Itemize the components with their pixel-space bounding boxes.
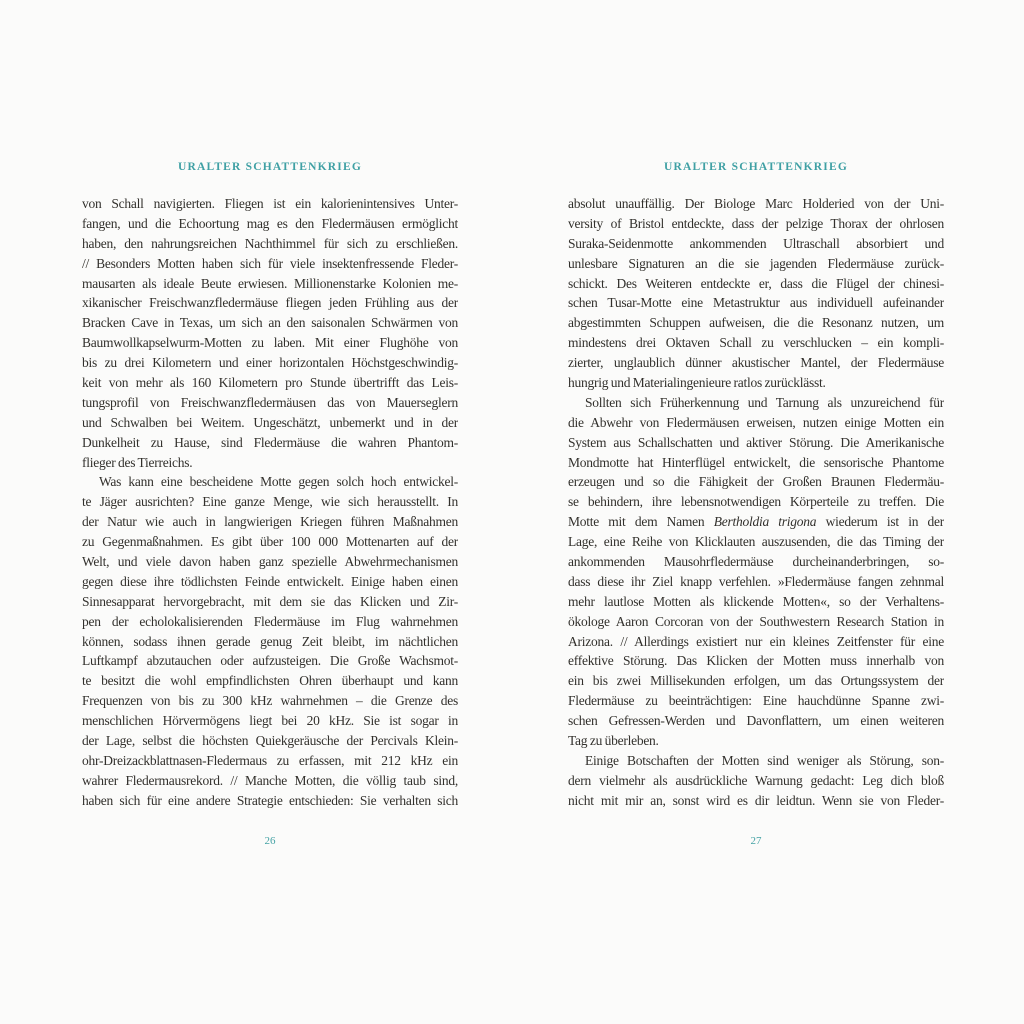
text-column-left — [82, 194, 458, 811]
text-segment: flieger des Tierreichs. — [82, 454, 193, 470]
text-line — [82, 612, 458, 632]
text-line — [82, 552, 458, 572]
text-segment: ökologe Aaron Corcoran von der Southwestern Research Station in — [568, 613, 944, 629]
text-line — [82, 274, 458, 294]
text-segment: Arizona. // Allerdings existiert nur ein kleines Zeitfenster für eine — [568, 633, 944, 649]
text-segment: die Abwehr von Fledermäusen erweisen, nutzen einige Motten ein — [568, 414, 944, 430]
text-line — [568, 254, 944, 274]
text-segment: Welt, und viele davon haben ganz spezielle Abwehrmechanismen — [82, 554, 458, 570]
text-segment: bis zu drei Kilometern und einer horizontalen Höchstgeschwindig- — [82, 355, 458, 371]
text-line — [82, 453, 458, 473]
text-line — [568, 572, 944, 592]
text-line — [568, 632, 944, 652]
text-line — [568, 651, 944, 671]
text-line — [82, 234, 458, 254]
text-segment: Einige Botschaften der Motten sind weniger als Störung, son- — [585, 752, 944, 768]
text-line — [82, 731, 458, 751]
text-segment: wahrer Fledermausrekord. // Manche Motten, die völlig taub sind, — [82, 772, 458, 788]
text-segment: wiederum ist in der — [816, 514, 944, 530]
text-segment: mindestens drei Oktaven Schall zu verschlucken – ein kompli- — [568, 335, 944, 351]
text-segment: effektive Störung. Das Klicken der Motten muss innerhalb von — [568, 653, 944, 669]
text-line — [568, 552, 944, 572]
text-line — [82, 592, 458, 612]
text-line — [82, 214, 458, 234]
text-line — [568, 214, 944, 234]
text-segment: ein bis zwei Millisekunden erfolgen, um das Ortungssystem der — [568, 673, 944, 689]
text-line — [568, 433, 944, 453]
text-line — [82, 791, 458, 811]
text-line — [568, 791, 944, 811]
text-line — [82, 373, 458, 393]
text-line — [568, 293, 944, 313]
text-segment: gegen diese ihre tödlichsten Feinde entwickelt. Einige haben einen — [82, 573, 458, 589]
text-line — [568, 711, 944, 731]
text-line — [82, 572, 458, 592]
text-line — [82, 691, 458, 711]
text-column-right — [568, 194, 944, 811]
text-segment: schen Tusar-Motte eine Metastruktur aus individuell aufeinander — [568, 295, 944, 311]
text-line — [568, 612, 944, 632]
text-line — [568, 731, 944, 751]
text-line — [82, 433, 458, 453]
text-segment: der Lage, selbst die höchsten Quiekgeräusche der Percivals Klein- — [82, 733, 458, 749]
text-segment: fangen, und die Echoortung mag es den Fledermäusen ermöglicht — [82, 215, 458, 231]
text-line — [568, 313, 944, 333]
text-line — [82, 293, 458, 313]
text-segment: der Natur wie auch in langwierigen Kriegen führen Maßnahmen — [82, 514, 458, 530]
text-segment: absolut unauffällig. Der Biologe Marc Holderied von der Uni- — [568, 196, 944, 211]
text-segment: erzeugen und so die Fähigkeit der Großen Braunen Fledermäu- — [568, 474, 944, 490]
text-segment: Frequenzen von bis zu 300 kHz wahrnehmen – die Grenze des — [82, 693, 458, 709]
text-segment: und Schwalben bei Weitem. Ungeschätzt, unbemerkt und in der — [82, 414, 458, 430]
text-segment: mausarten als ideale Beute erwiesen. Millionenstarke Kolonien me- — [82, 275, 458, 291]
text-segment: ankommenden Mausohrfledermäuse durcheinanderbringen, so- — [568, 554, 944, 570]
text-segment: xikanischer Freischwanzfledermäuse fliegen jeden Frühling aus der — [82, 295, 458, 311]
text-line — [82, 333, 458, 353]
text-segment: schickt. Des Weiteren entdeckte er, dass die Flügel der chinesi- — [568, 275, 944, 291]
text-segment: Motte mit dem Namen — [568, 514, 714, 530]
text-line — [568, 671, 944, 691]
text-line — [82, 532, 458, 552]
text-segment: se behindern, ihre lebensnotwendigen Körperteile zu treffen. Die — [568, 494, 944, 510]
text-segment: hungrig und Materialingenieure ratlos zurücklässt. — [568, 375, 826, 391]
text-line — [82, 393, 458, 413]
text-line — [82, 771, 458, 791]
text-segment: Sinnesapparat hervorgebracht, mit dem sie das Klicken und Zir- — [82, 593, 458, 609]
text-segment: Bracken Cave in Texas, um sich an den saisonalen Schwärmen von — [82, 315, 458, 331]
text-line — [568, 194, 944, 214]
text-segment: versity of Bristol entdeckte, dass der pelzige Thorax der ohrlosen — [568, 215, 944, 231]
text-segment: können, sodass ihnen gerade genug Zeit bleibt, im nächtlichen — [82, 633, 458, 649]
text-segment: pen der echolokalisierenden Fledermäuse im Flug wahrnehmen — [82, 613, 458, 629]
page-right — [568, 0, 944, 1024]
text-segment: Sollten sich Früherkennung und Tarnung als unzureichend für — [585, 394, 944, 410]
text-segment: unlesbare Signaturen an die sie jagenden Fledermäuse zurück- — [568, 255, 944, 271]
running-header-left: URALTER SCHATTENKRIEG — [177, 161, 362, 173]
text-line — [82, 254, 458, 274]
text-segment: te besitzt die wohl empfindlichsten Ohren überhaupt und kann — [82, 673, 458, 689]
text-line — [82, 651, 458, 671]
text-segment: zu Gegenmaßnahmen. Es gibt über 100 000 Mottenarten auf der — [82, 534, 458, 550]
text-line — [568, 274, 944, 294]
text-segment: abgestimmten Schuppen aufweisen, die die Resonanz nutzen, um — [568, 315, 944, 331]
text-segment: schen Gefressen-Werden und Davonflattern, um einen weiteren — [568, 713, 944, 729]
text-segment: dass diese ihr Ziel knapp verfehlen. »Fledermäuse fangen zehnmal — [568, 573, 944, 589]
text-line — [568, 413, 944, 433]
text-segment: menschlichen Hörvermögens liegt bei 20 kHz. Sie ist sogar in — [82, 713, 458, 729]
text-line — [568, 333, 944, 353]
text-line — [82, 472, 458, 492]
page-number-right: 27 — [750, 835, 762, 847]
text-line — [568, 691, 944, 711]
text-segment: Was kann eine bescheidene Motte gegen solch hoch entwickel- — [99, 474, 458, 490]
text-line — [82, 671, 458, 691]
text-line — [568, 512, 944, 532]
text-line — [568, 472, 944, 492]
text-segment: Lage, eine Reihe von Klicklauten auszusenden, die das Timing der — [568, 534, 944, 550]
text-segment: haben sich für eine andere Strategie entschieden: Sie verhalten sich — [82, 792, 458, 808]
text-segment: Mondmotte hat Hinterflügel entwickelt, die sensorische Phantome — [568, 454, 944, 470]
text-line — [568, 492, 944, 512]
text-line — [82, 711, 458, 731]
text-line — [568, 592, 944, 612]
text-line — [82, 512, 458, 532]
text-segment: tungsprofil von Freischwanzfledermäusen das von Mauerseglern — [82, 394, 458, 410]
text-segment: keit von mehr als 160 Kilometern pro Stunde übertrifft das Leis- — [82, 375, 458, 391]
text-segment: Dunkelheit zu Hause, sind Fledermäuse die wahren Phantom- — [82, 434, 458, 450]
text-segment: Luftkampf abzutauchen oder aufzusteigen. Die Große Wachsmot- — [82, 653, 458, 669]
text-line — [568, 532, 944, 552]
text-line — [82, 413, 458, 433]
text-segment: System aus Schallschatten und aktiver Störung. Die Amerikanische — [568, 434, 944, 450]
text-segment: dern vielmehr als ausdrückliche Warnung gedacht: Leg dich bloß — [568, 772, 944, 788]
text-segment: nicht mit mir an, sonst wird es dir leidtun. Wenn sie von Fleder- — [568, 792, 944, 808]
text-segment: von Schall navigierten. Fliegen ist ein kalorienintensives Unter- — [82, 196, 458, 211]
text-line — [568, 393, 944, 413]
text-line — [568, 771, 944, 791]
text-segment: Tag zu überleben. — [568, 733, 659, 749]
text-segment: // Besonders Motten haben sich für viele insektenfressende Fleder- — [82, 255, 458, 271]
text-line — [568, 373, 944, 393]
text-segment: te Jäger ausrichten? Eine ganze Menge, wie sich herausstellt. In — [82, 494, 458, 510]
text-segment: Fledermäuse zu beeinträchtigen: Eine hauchdünne Spanne zwi- — [568, 693, 944, 709]
text-line — [82, 632, 458, 652]
text-segment: Baumwollkapselwurm-Motten zu laben. Mit einer Flughöhe von — [82, 335, 458, 351]
text-line — [82, 492, 458, 512]
text-line — [568, 453, 944, 473]
text-segment: ohr-Dreizackblattnasen-Fledermaus zu erfassen, mit 212 kHz ein — [82, 752, 458, 768]
page-number-left: 26 — [264, 835, 276, 847]
text-line — [568, 234, 944, 254]
text-segment: haben, den nahrungsreichen Nachthimmel für sich zu erschließen. — [82, 235, 458, 251]
text-line — [568, 353, 944, 373]
text-segment: mehr lautlose Motten als klickende Motten«, so der Verhaltens- — [568, 593, 944, 609]
text-segment: Suraka-Seidenmotte ankommenden Ultraschall absorbiert und — [568, 235, 944, 251]
text-line — [82, 751, 458, 771]
text-segment: zierter, unglaublich dünner akustischer Mantel, der Fledermäuse — [568, 355, 944, 371]
text-line — [82, 194, 458, 214]
species-name-italic: Bertholdia trigona — [713, 514, 817, 530]
text-line — [568, 751, 944, 771]
text-line — [82, 313, 458, 333]
running-header-right: URALTER SCHATTENKRIEG — [663, 161, 848, 173]
page-left — [82, 0, 458, 1024]
text-line — [82, 353, 458, 373]
